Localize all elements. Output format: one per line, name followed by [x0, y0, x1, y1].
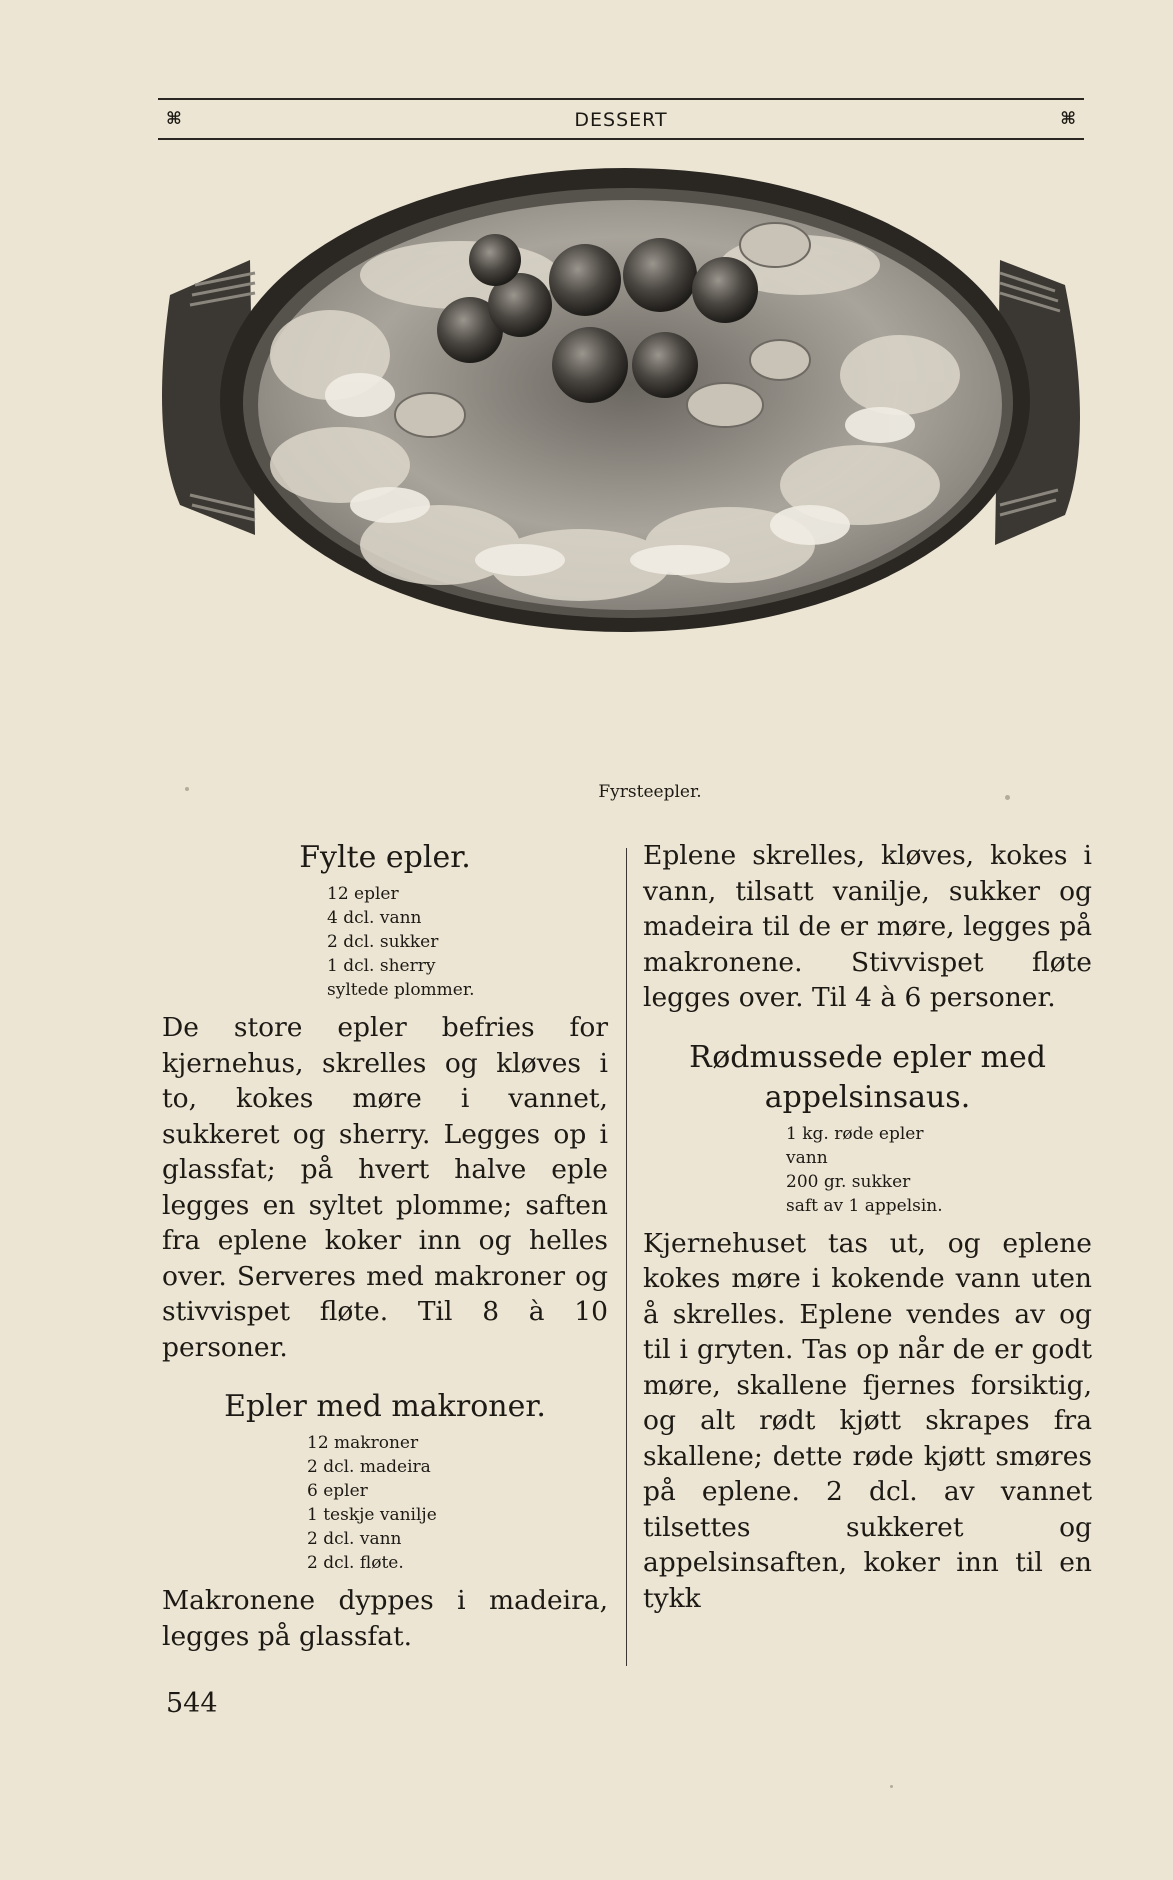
- ingredient-item: 12 epler: [327, 884, 399, 904]
- recipe-title-epler-med-makroner: Epler med makroner.: [224, 1389, 546, 1424]
- ingredient-item: 1 kg. røde epler: [786, 1123, 924, 1144]
- photo-caption: Fyrsteepler.: [598, 782, 702, 802]
- recipe-title-fylte-epler: Fylte epler.: [299, 840, 471, 875]
- ingredient-item: 1 teskje vanilje: [307, 1505, 437, 1525]
- ornament-right-icon: ⌘: [1060, 109, 1076, 129]
- paper-speck: [1005, 795, 1010, 800]
- ingredient-item: saft av 1 appelsin.: [786, 1195, 943, 1216]
- ingredient-item: 6 epler: [307, 1481, 368, 1501]
- ingredient-item: 2 dcl. madeira: [307, 1457, 431, 1477]
- ingredient-item: 12 makroner: [307, 1433, 419, 1453]
- recipe-title-rodmussede-epler: Rødmussede epler med appelsinsaus.: [689, 1039, 1046, 1115]
- right-column: [643, 838, 1092, 1616]
- ingredient-item: 2 dcl. fløte.: [307, 1553, 404, 1573]
- paper-speck: [890, 1785, 893, 1788]
- column-divider: [626, 848, 627, 1666]
- ingredient-item: 1 dcl. sherry: [327, 956, 436, 976]
- ingredient-item: 200 gr. sukker: [786, 1171, 911, 1192]
- recipe-text-rodmussede-epler: Kjernehuset tas ut, og eplene kokes møre i kokende vann uten å skrelles. Eplene vendes av og til i gryten. Tas op når de er godt møre, skallene fjernes forsiktig, og alt rødt kjøtt skrapes fra skallene; dette røde kjøtt smøres på eplene. 2 dcl. av vannet tilsettes sukkeret og appelsinsaften, koker inn til en tykk: [643, 1227, 1092, 1614]
- running-head: [158, 98, 1084, 140]
- left-column: [162, 838, 608, 1654]
- ingredient-item: 2 dcl. vann: [307, 1529, 402, 1549]
- section-title: DESSERT: [574, 109, 668, 131]
- ingredient-list-epler-med-makroner: [307, 1431, 608, 1575]
- ingredient-list-rodmussede-epler: [786, 1122, 1092, 1218]
- recipe-text-epler-med-makroner-1: Makronene dyppes i madeira, legges på glassfat.: [162, 1585, 608, 1652]
- ingredient-item: vann: [786, 1147, 828, 1168]
- page-number: 544: [166, 1688, 218, 1719]
- ingredient-item: 4 dcl. vann: [327, 908, 422, 928]
- ingredient-list-fylte-epler: [327, 882, 608, 1002]
- ingredient-item: 2 dcl. sukker: [327, 932, 439, 952]
- dish-photo: [160, 165, 1090, 765]
- recipe-text-fylte-epler: De store epler befries for kjernehus, skrelles og kløves i to, kokes møre i vannet, sukkeret og sherry. Legges op i glassfat; på hvert halve eple legges en syltet plomme; saften fra eplene koker inn og helles over. Serveres med makroner og stivvispet fløte. Til 8 à 10 personer.: [162, 1012, 608, 1363]
- paper-speck: [185, 787, 189, 791]
- recipe-text-epler-med-makroner-2: Eplene skrelles, kløves, kokes i vann, tilsatt vanilje, sukker og madeira til de er møre, legges på makronene. Stivvispet fløte legges over. Til 4 à 6 personer.: [643, 840, 1092, 1013]
- ingredient-item: syltede plommer.: [327, 980, 475, 1000]
- ornament-left-icon: ⌘: [166, 109, 182, 129]
